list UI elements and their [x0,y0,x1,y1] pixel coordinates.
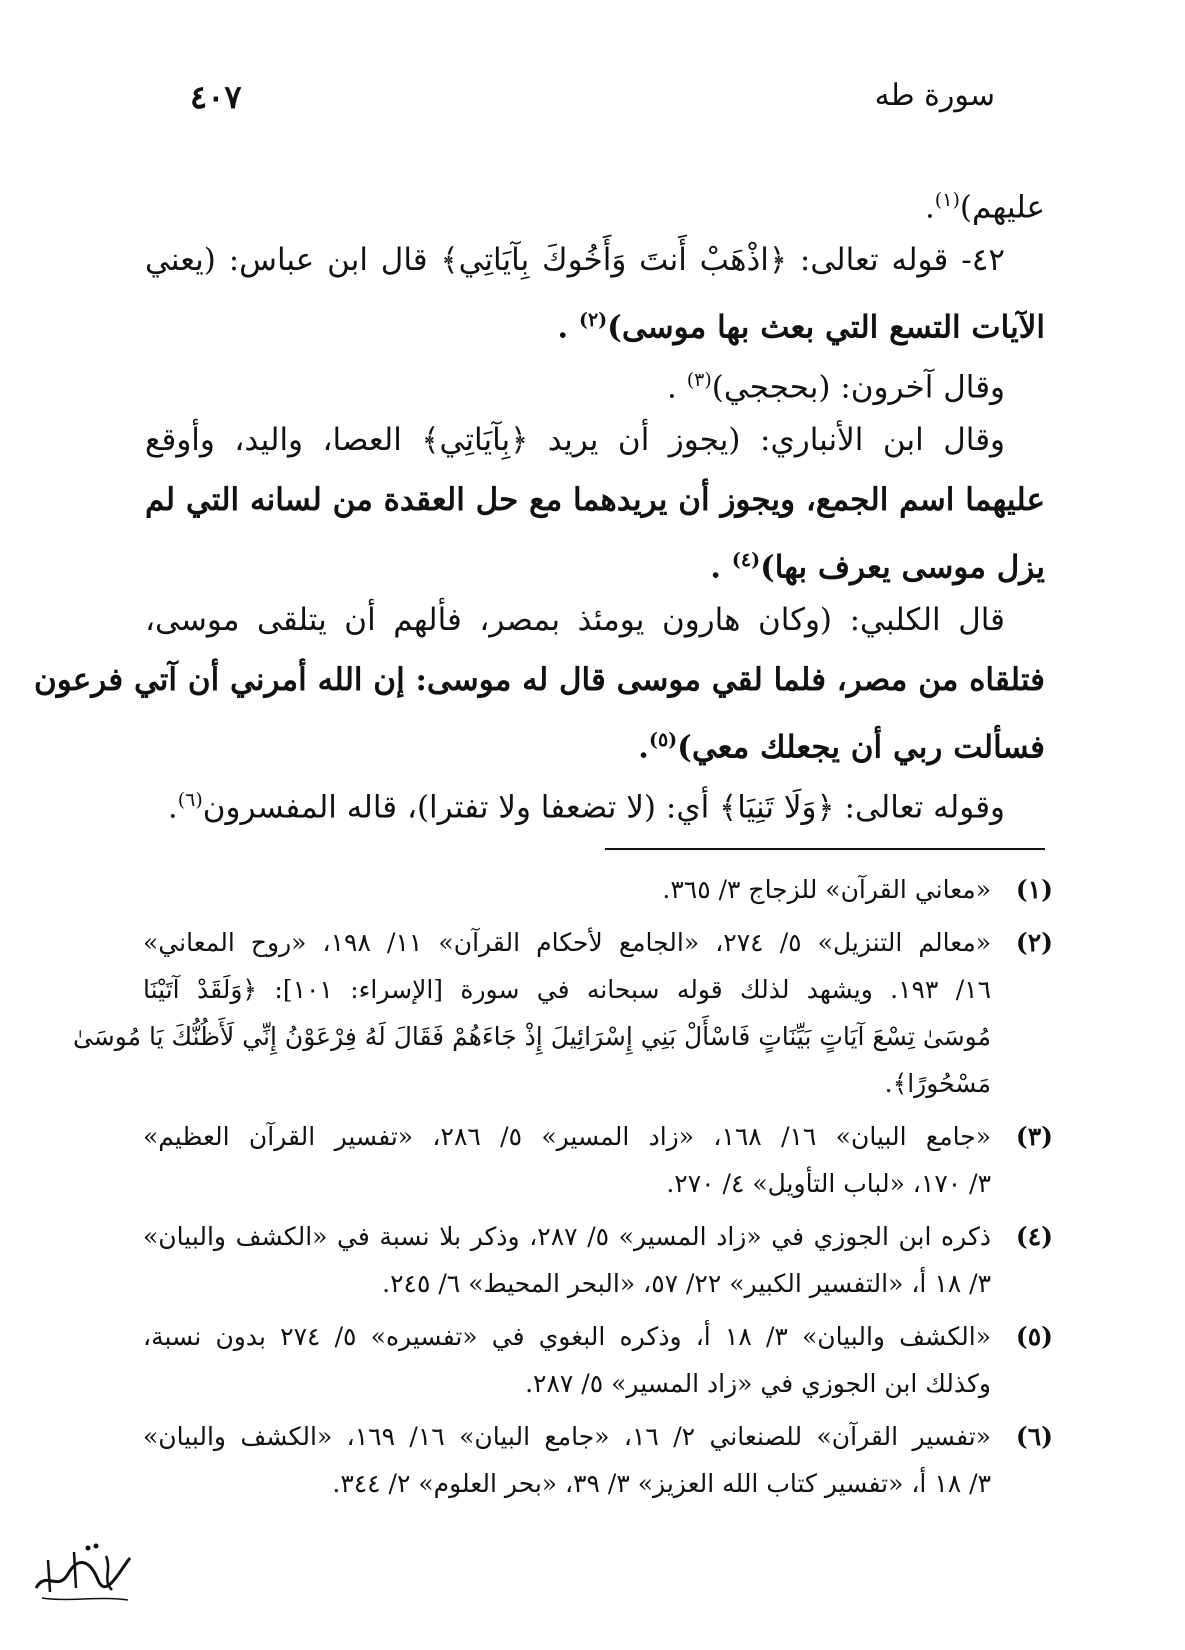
footnote [143,1213,1053,1307]
footnote-line: ٣/ ١٧٠، «لباب التأويل» ٤/ ٢٧٠. [666,1169,991,1198]
text-line: ٤٢- قوله تعالى: ﴿اذْهَبْ أَنتَ وَأَخُوكَ بِآيَاتِي﴾ قال ابن عباس: (يعني [145,242,1005,278]
footnote-number: (٤) [1015,1222,1053,1251]
footnote-ref: (٥) [648,729,678,751]
footnote-number: (٢) [1015,928,1053,957]
footnote-line: ٣/ ١٨ أ، «التفسير الكبير» ٢٢/ ٥٧، «البحر المحيط» ٦/ ٢٤٥. [382,1269,991,1298]
footnote [72,919,1053,1107]
footnote [143,1413,1053,1507]
text-line: وقال ابن الأنباري: (يجوز أن يريد ﴿بِآيَاتِي﴾ العصا، واليد، وأوقع [145,422,1005,458]
footnotes [72,866,1053,1513]
footnote-line: «تفسير القرآن» للصنعاني ٢/ ١٦، «جامع البيان» ١٦/ ١٦٩، «الكشف والبيان» [143,1422,992,1451]
footnote-line: ذكره ابن الجوزي في «زاد المسير» ٥/ ٢٨٧، وذكر بلا نسبة في «الكشف والبيان» [143,1222,991,1251]
text-line: فسألت ربي أن يجعلك معي)$^{(٥)}$. [638,729,1045,766]
footnote-line: ٣/ ١٨ أ، «تفسير كتاب الله العزيز» ٣/ ٣٩، «بحر العلوم» ٢/ ٣٤٤. [332,1469,991,1498]
text-line: عليهما اسم الجمع، ويجوز أن يريدهما مع حل العقدة من لسانه التي لم [145,482,1045,518]
footnote-ref: (٤) [731,549,761,571]
footnote-line: مَسْحُورًا﴾. [884,1069,991,1098]
footnote-line: مُوسَىٰ تِسْعَ آيَاتٍ بَيِّنَاتٍ فَاسْأَلْ بَنِي إِسْرَائِيلَ إِذْ جَاءَهُمْ فَقَالَ لَهُ فِرْعَوْنُ إِنِّي لَأَظُنُّكَ يَا مُوسَىٰ [72,1022,991,1051]
text-line: قال الكلبي: (وكان هارون يومئذ بمصر، فألهم أن يتلقى موسى، [145,602,1005,638]
footnote-ref: (١) [934,189,960,211]
footnote-line: «جامع البيان» ١٦/ ١٦٨، «زاد المسير» ٥/ ٢٨٦، «تفسير القرآن العظيم» [143,1122,991,1151]
footnote [143,1313,1053,1407]
footnote-line: ١٦/ ١٩٣. ويشهد لذلك قوله سبحانه في سورة [الإسراء: ١٠١]: ﴿وَلَقَدْ آتَيْنَا [143,975,991,1004]
footnote-ref: (٦) [177,789,203,811]
footnote-line: وكذلك ابن الجوزي في «زاد المسير» ٥/ ٢٨٧. [525,1369,991,1398]
footnote-number: (١) [1015,875,1053,904]
footnote [143,1113,1053,1207]
main-text [33,170,1045,830]
footnote-line: «معالم التنزيل» ٥/ ٢٧٤، «الجامع لأحكام القرآن» ١١/ ١٩٨، «روح المعاني» [143,928,992,957]
surah-title: سورة طه [874,78,995,113]
footnote-separator [605,848,1045,850]
text-line: عليهم)$^{(١)}$. [924,189,1045,226]
text-line: الآيات التسع التي بعث بها موسى)$^{(٢)}$ . [557,309,1045,346]
footnote-number: (٥) [1015,1322,1053,1351]
text-line: يزل موسى يعرف بها)$^{(٤)}$ . [710,549,1045,586]
footnote-number: (٣) [1015,1122,1053,1151]
text-line: وقال آخرون: (بحججي)$^{(٣)}$ . [667,369,1005,406]
page-header [190,78,995,128]
calligraphy-logo-icon [28,1530,138,1610]
text-line: فتلقاه من مصر، فلما لقي موسى قال له موسى: إن الله أمرني أن آتي فرعون [33,662,1045,698]
footnote-number: (٦) [1015,1422,1053,1451]
footnote-ref: (٣) [686,369,712,391]
footnote [143,866,1053,913]
footnote-line: «الكشف والبيان» ٣/ ١٨ أ، وذكره البغوي في «تفسيره» ٥/ ٢٧٤ بدون نسبة، [143,1322,991,1351]
page-number: ٤٠٧ [190,78,242,116]
footnote-ref: (٢) [578,309,608,331]
text-line: وقوله تعالى: ﴿وَلَا تَنِيَا﴾ أي: (لا تضعفا ولا تفترا)، قاله المفسرون$^{(٦)}$. [167,789,1005,826]
footnote-line: «معاني القرآن» للزجاج ٣/ ٣٦٥. [662,875,991,904]
